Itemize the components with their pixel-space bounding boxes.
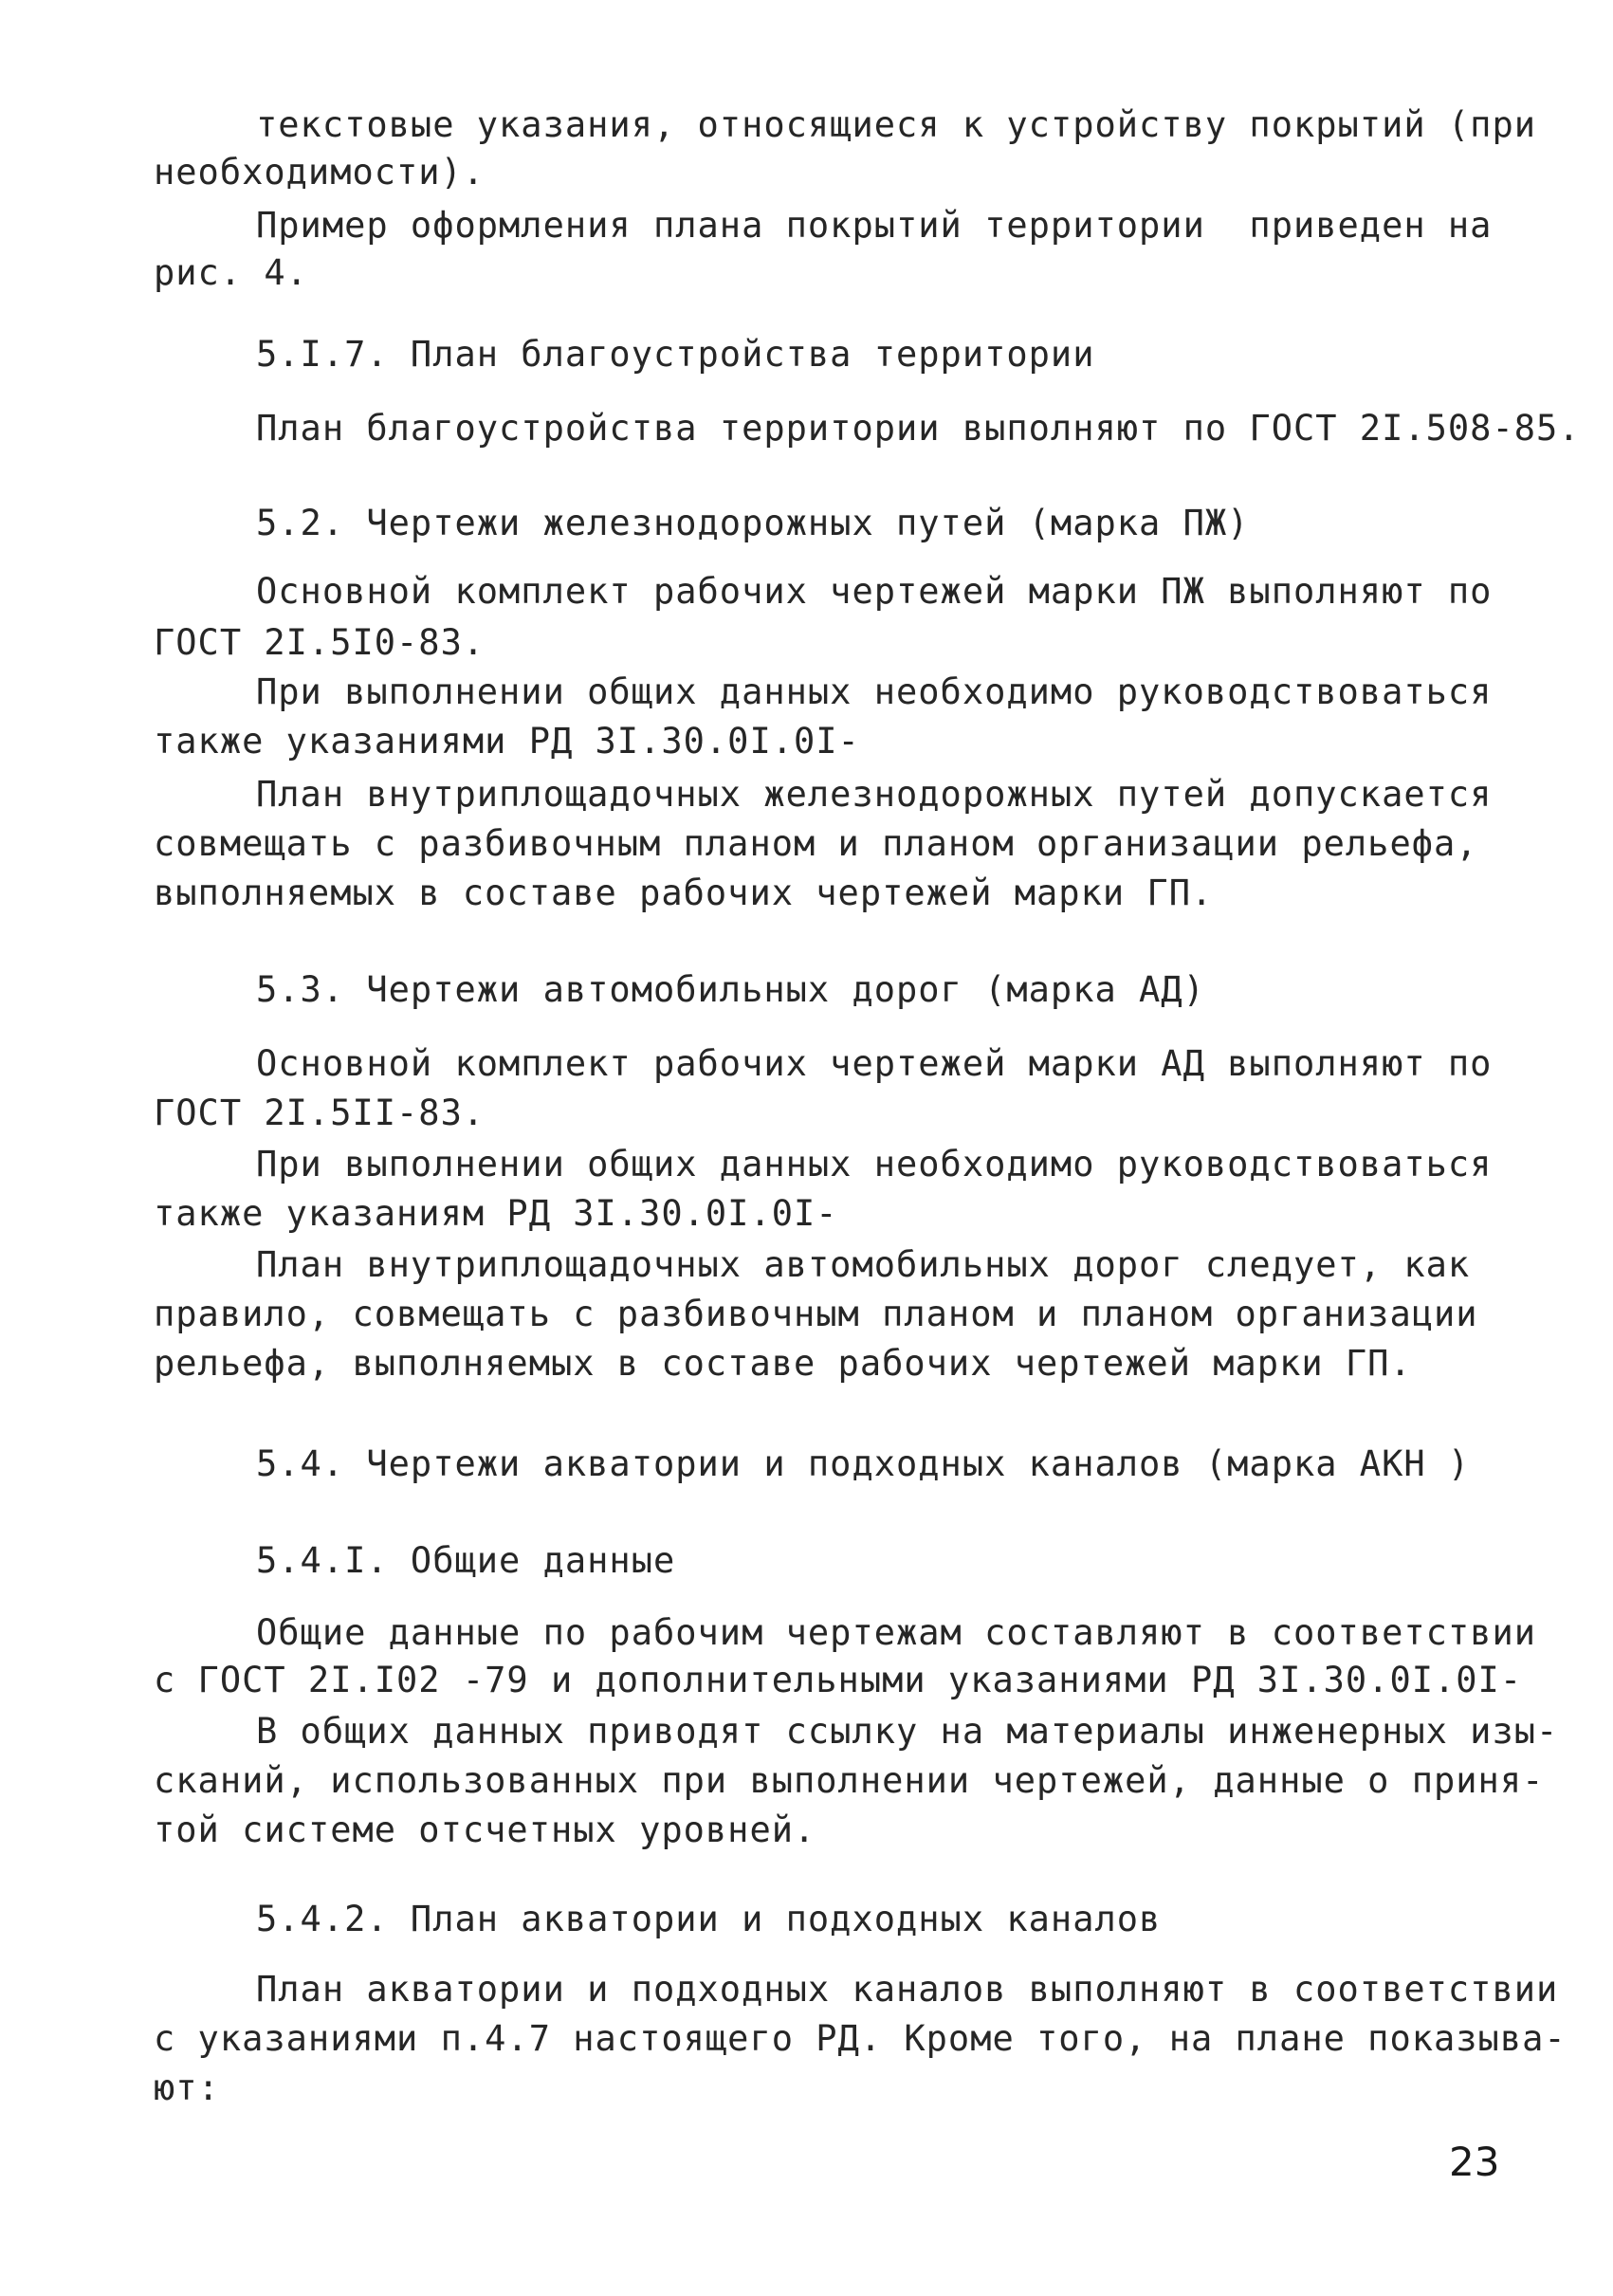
text-line: Пример оформления плана покрытий территории приведен на [256, 205, 1493, 246]
section-heading: 5.3. Чертежи автомобильных дорог (марка АД) [256, 969, 1205, 1010]
page-number: 23 [1449, 2139, 1500, 2185]
text-line: При выполнении общих данных необходимо руководствоваться [256, 671, 1493, 712]
text-line: ГОСТ 2I.5II-83. [154, 1093, 486, 1133]
section-heading: 5.2. Чертежи железнодорожных путей (марка ПЖ) [256, 503, 1250, 543]
text-line: рельефа, выполняемых в составе рабочих чертежей марки ГП. [154, 1343, 1412, 1384]
text-line: выполняемых в составе рабочих чертежей марки ГП. [154, 872, 1214, 913]
text-line: План акватории и подходных каналов выполняют в соответствии [256, 1969, 1559, 2010]
text-line: правило, совмещать с разбивочным планом и планом организации [154, 1294, 1478, 1334]
section-heading: 5.I.7. План благоустройства территории [256, 334, 1095, 375]
text-line: При выполнении общих данных необходимо руководствоваться [256, 1144, 1493, 1185]
text-line: Основной комплект рабочих чертежей марки ПЖ выполняют по [256, 571, 1493, 612]
text-line: сканий, использованных при выполнении чертежей, данные о приня- [154, 1760, 1545, 1801]
text-line: текстовые указания, относящиеся к устройству покрытий (при [256, 104, 1537, 145]
text-line: с ГОСТ 2I.I02 -79 и дополнительными указаниями РД 3I.30.0I.0I- [154, 1660, 1523, 1700]
text-line: той системе отсчетных уровней. [154, 1809, 816, 1850]
text-line: также указаниям РД 3I.30.0I.0I- [154, 1193, 838, 1234]
text-line: также указаниями РД 3I.30.0I.0I- [154, 721, 860, 762]
text-line: План благоустройства территории выполняют по ГОСТ 2I.508-85. [256, 408, 1581, 449]
text-line: План внутриплощадочных железнодорожных путей допускается [256, 774, 1493, 815]
text-line: ют: [154, 2067, 220, 2108]
section-heading: 5.4. Чертежи акватории и подходных каналов (марка АКН ) [256, 1443, 1471, 1484]
text-line: План внутриплощадочных автомобильных дорог следует, как [256, 1244, 1471, 1285]
text-line: ГОСТ 2I.5I0-83. [154, 622, 486, 663]
text-line: В общих данных приводят ссылку на материалы инженерных изы- [256, 1711, 1559, 1752]
text-line: с указаниями п.4.7 настоящего РД. Кроме того, на плане показыва- [154, 2018, 1567, 2059]
section-heading: 5.4.2. План акватории и подходных каналов [256, 1899, 1162, 1939]
text-line: Общие данные по рабочим чертежам составляют в соответствии [256, 1612, 1537, 1653]
section-heading: 5.4.I. Общие данные [256, 1540, 676, 1581]
text-line: рис. 4. [154, 252, 308, 293]
text-line: Основной комплект рабочих чертежей марки АД выполняют по [256, 1043, 1493, 1084]
text-line: необходимости). [154, 152, 486, 193]
text-line: совмещать с разбивочным планом и планом организации рельефа, [154, 823, 1478, 864]
